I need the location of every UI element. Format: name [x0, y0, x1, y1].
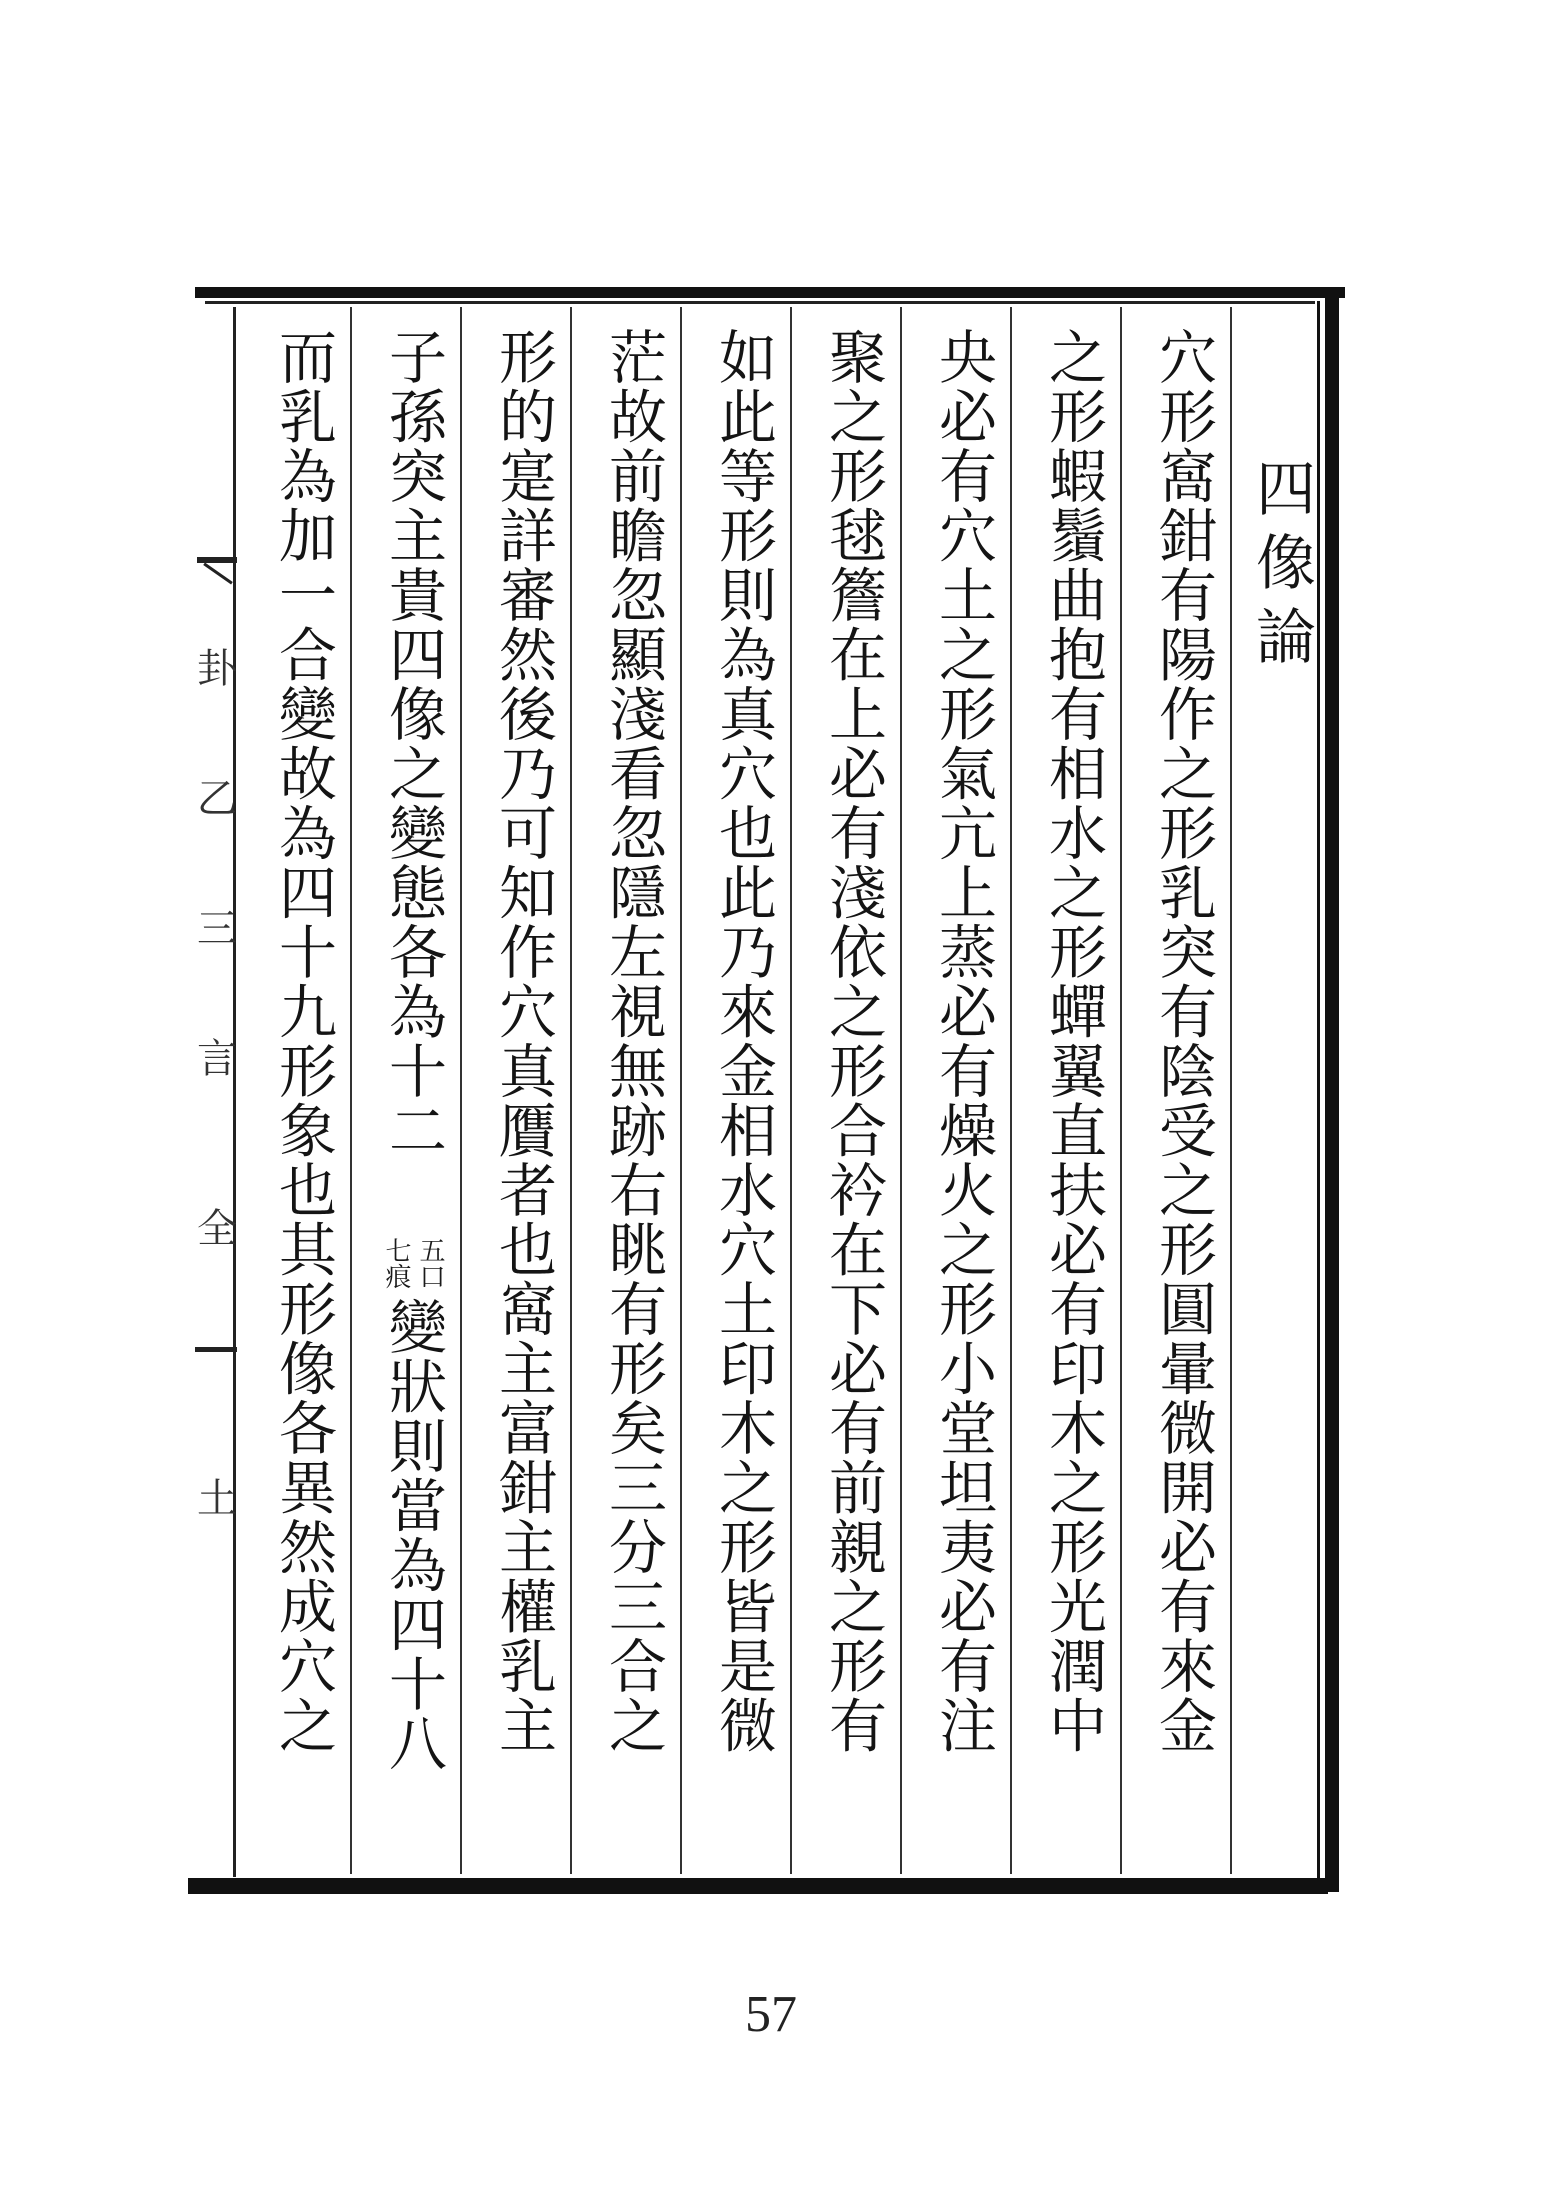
- column-rule: [1010, 307, 1012, 1874]
- column-rule: [1120, 307, 1122, 1874]
- gutter-mark: [197, 557, 237, 563]
- frame-bottom-border: [188, 1878, 1328, 1894]
- text-column-6: 茫故前瞻忽顯淺看忽隱左視無跡右眺有形矣三分三合之: [599, 327, 667, 1755]
- page-number: 57: [745, 1986, 797, 2043]
- frame-top-border: [195, 287, 1345, 298]
- text-column-7: 形的寔詳審然後乃可知作穴真贋者也窩主富鉗主權乳主: [489, 327, 557, 1755]
- column-rule: [900, 307, 902, 1874]
- frame-inner-top-border: [205, 301, 1315, 304]
- column-rule: [460, 307, 462, 1874]
- gutter-fragment: 乙: [197, 776, 237, 822]
- section-heading: 四像論: [1246, 457, 1316, 679]
- gutter-mark: [203, 563, 233, 585]
- text-column-8-tail: 變狀則當為四十八: [379, 1297, 447, 1773]
- gutter-fragment: 土: [197, 1476, 237, 1522]
- binding-gutter: [195, 307, 237, 1877]
- gutter-fragment: 三: [197, 906, 237, 952]
- column-rule: [680, 307, 682, 1874]
- text-column-5: 如此等形則為真穴也此乃來金相水穴土印木之形皆是微: [709, 327, 777, 1755]
- column-rule: [570, 307, 572, 1874]
- column-rule: [790, 307, 792, 1874]
- text-column-1: 穴形窩鉗有陽作之形乳突有陰受之形圓暈微開必有來金: [1149, 327, 1217, 1755]
- text-column-4: 聚之形毬簷在上必有淺依之形合衿在下必有前親之形有: [819, 327, 887, 1755]
- interlinear-note-right: 五口: [415, 1237, 445, 1289]
- column-rule: [350, 307, 352, 1874]
- page-frame: [195, 287, 1345, 1897]
- interlinear-note-left: 七痕: [381, 1237, 411, 1289]
- text-column-9: 而乳為加一合變故為四十九形象也其形像各異然成穴之: [269, 327, 337, 1755]
- text-column-2: 之形蝦鬚曲抱有相水之形蟬翼直扶必有印木之形光潤中: [1039, 327, 1107, 1755]
- gutter-mark: [195, 1347, 237, 1352]
- text-column-8: 子孫突主貴四像之變態各為十二: [379, 327, 447, 1160]
- column-rule: [1230, 307, 1232, 1874]
- gutter-fragment: 全: [197, 1206, 237, 1252]
- text-column-3: 央必有穴土之形氣亢上蒸必有燥火之形小堂坦夷必有注: [929, 327, 997, 1755]
- gutter-fragment: 卦: [197, 646, 237, 692]
- gutter-fragment: 言: [197, 1036, 237, 1082]
- frame-right-border: [1325, 287, 1339, 1892]
